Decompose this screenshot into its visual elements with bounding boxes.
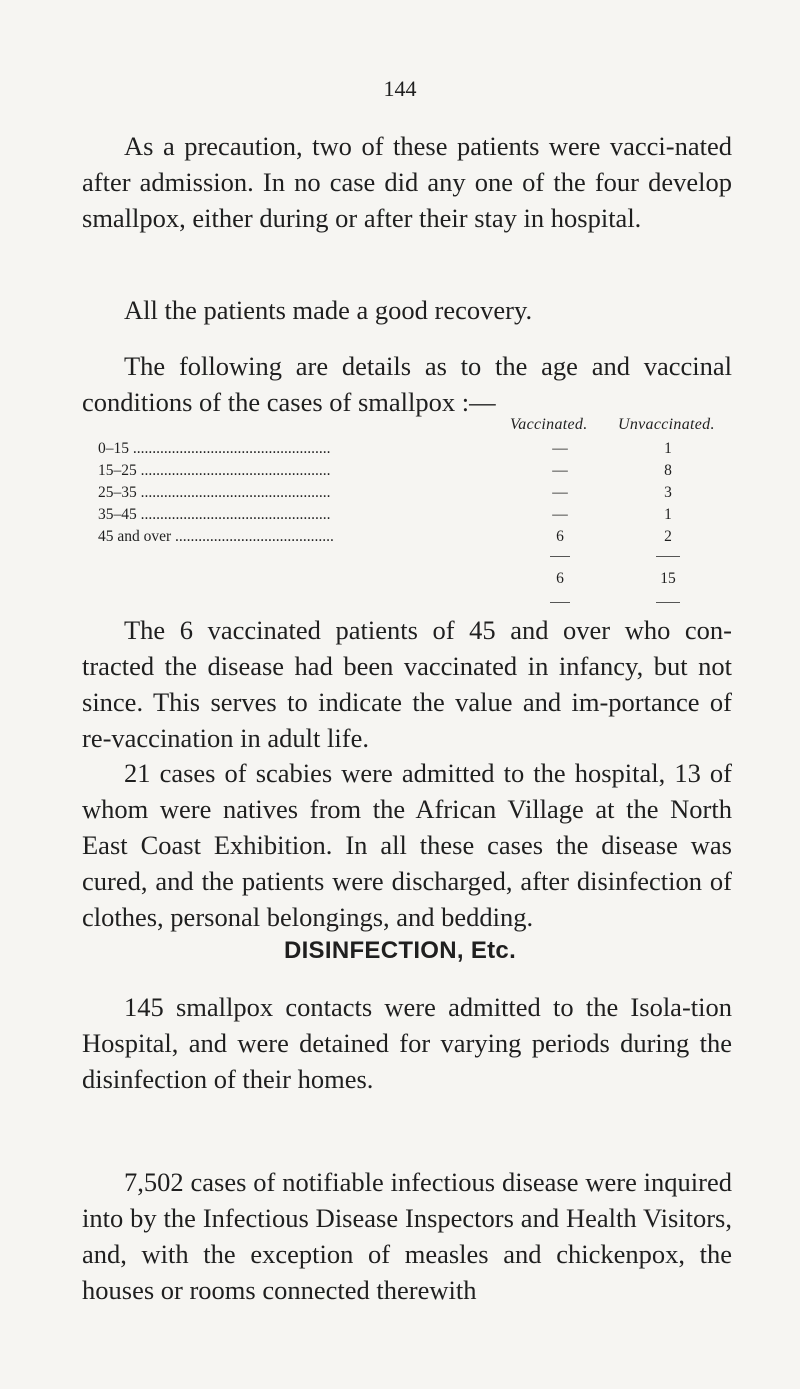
column-header-vaccinated: Vaccinated.	[510, 416, 588, 433]
table-row	[98, 484, 738, 506]
table-header	[98, 416, 738, 440]
paragraph-scabies: 21 cases of scabies were admitted to the hospital, 13 of whom were natives from the African Village at the North East Coast Exhibition. In all these cases the disease was cured, and the patients were discharged, after disinfection of clothes, personal belongings, and bedding.	[82, 758, 732, 932]
total-vaccinated: 6	[556, 570, 564, 587]
row-label: 45 and over .........................................	[98, 528, 334, 545]
paragraph-precaution: As a precaution, two of these patients were vacci-nated after admission. In no case did any one of the four develop smallpox, either during or after their stay in hospital.	[82, 131, 732, 233]
section-heading: DISINFECTION, Etc.	[283, 937, 517, 964]
column-header-unvaccinated: Unvaccinated.	[618, 416, 715, 433]
total-rule-vaccinated-bottom	[550, 602, 570, 603]
cell-vaccinated: —	[552, 506, 568, 523]
row-label: 0–15 ...................................................	[98, 440, 331, 457]
total-rule-vaccinated-top	[550, 556, 570, 557]
page-number: 144	[383, 76, 417, 101]
row-label: 15–25 .................................................	[98, 462, 331, 479]
cell-vaccinated: 6	[556, 528, 564, 545]
cell-unvaccinated: 8	[664, 462, 672, 479]
table-row	[98, 440, 738, 462]
row-label: 25–35 .................................................	[98, 484, 331, 501]
total-rule-unvaccinated-bottom	[656, 602, 680, 603]
paragraph-contacts: 145 smallpox contacts were admitted to the Isola-tion Hospital, and were detained for varying periods during the disinfection of their homes.	[82, 992, 732, 1094]
table-totals-row	[98, 556, 738, 596]
cell-vaccinated: —	[552, 440, 568, 457]
cell-vaccinated: —	[552, 484, 568, 501]
paragraph-notifiable-disease: 7,502 cases of notifiable infectious disease were inquired into by the Infectious Disease Inspectors and Health Visitors, and, with the exception of measles and chickenpox, the houses or rooms connected therewith	[82, 1167, 732, 1305]
row-label: 35–45 .................................................	[98, 506, 331, 523]
cell-unvaccinated: 3	[664, 484, 672, 501]
total-unvaccinated: 15	[660, 570, 676, 587]
cell-unvaccinated: 1	[664, 506, 672, 523]
cell-unvaccinated: 1	[664, 440, 672, 457]
table-row	[98, 462, 738, 484]
table-row	[98, 528, 738, 550]
cell-vaccinated: —	[552, 462, 568, 479]
table-bottom-rules	[98, 596, 738, 610]
paragraph-recovery: All the patients made a good recovery.	[124, 295, 533, 325]
paragraph-table-intro: The following are details as to the age and vaccinal conditions of the cases of smallpox :—	[82, 351, 732, 417]
cell-unvaccinated: 2	[664, 528, 672, 545]
table-row	[98, 506, 738, 528]
paragraph-revaccination: The 6 vaccinated patients of 45 and over who con-tracted the disease had been vaccinated in infancy, but not since. This serves to indicate the value and im-portance of re-vaccination in adult life.	[82, 615, 732, 753]
total-rule-unvaccinated-top	[656, 556, 680, 557]
smallpox-age-table	[98, 416, 738, 610]
